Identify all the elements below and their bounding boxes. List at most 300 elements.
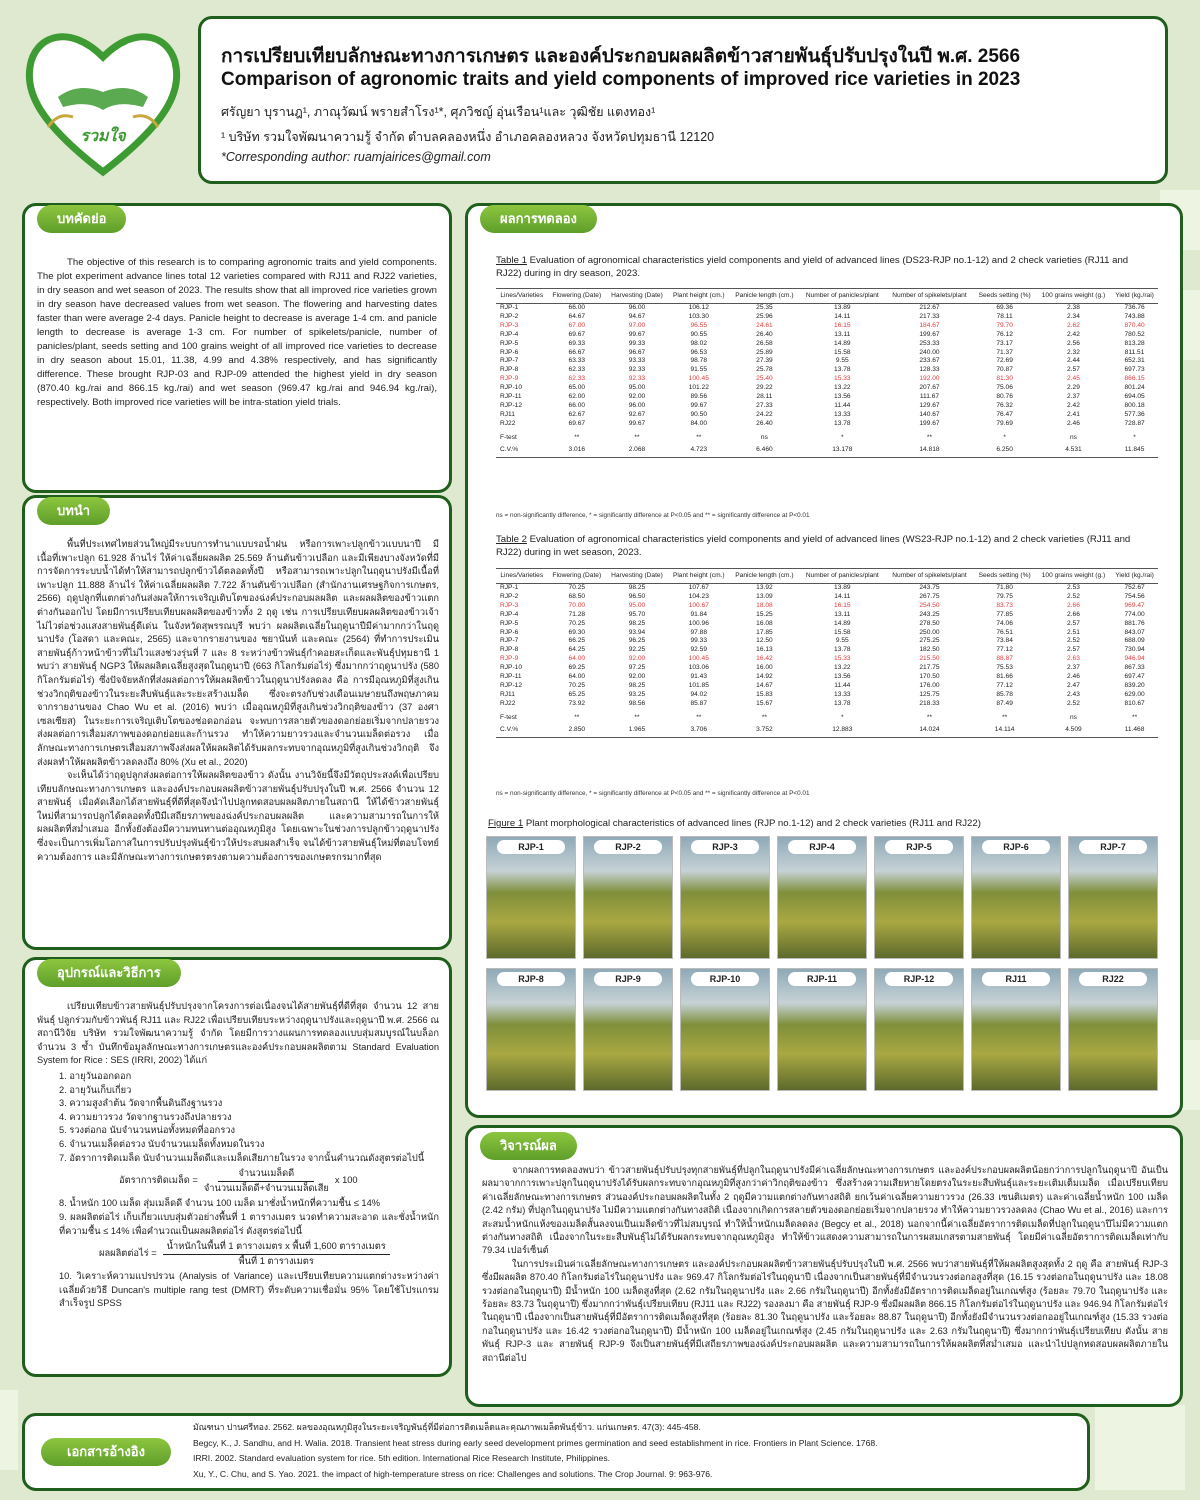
table-cell: RJP-12 [500, 401, 522, 409]
table-cell: 11.44 [834, 681, 851, 689]
table-cell: RJP-10 [500, 664, 522, 672]
table-cell: 17.85 [756, 628, 773, 636]
rice-plot-photo [777, 836, 867, 959]
table-cell: 14.92 [756, 673, 773, 681]
table-cell: 2.53 [1067, 584, 1080, 591]
table-cell: 2.32 [1067, 348, 1080, 356]
table-cell: 870.40 [1124, 321, 1145, 329]
table-row [496, 682, 1158, 691]
table-cell: RJP-4 [500, 610, 519, 618]
table-cell: 15.25 [756, 610, 773, 618]
column-header: Flowering (Date) [548, 569, 606, 584]
table-2 [496, 568, 1158, 738]
table-cell: RJP-3 [500, 601, 519, 609]
table-cell: 76.51 [996, 628, 1013, 636]
table-cell: 218.33 [919, 699, 940, 707]
rice-plot-photo [1068, 836, 1158, 959]
table-cell: C.V.% [496, 723, 548, 737]
table-1-note: ns = non-significantly difference, * = significantly difference at P<0.05 and ** = significantly difference at P<0.01 [496, 512, 810, 519]
photo-label: RJP-6 [982, 840, 1050, 854]
table-cell: 73.17 [996, 339, 1013, 347]
table-cell: ns [1069, 433, 1077, 441]
table-cell: 96.53 [690, 348, 708, 356]
table-cell: 92.33 [628, 366, 646, 374]
table-cell: 2.45 [1067, 375, 1080, 383]
table-cell: 14.89 [834, 619, 851, 627]
table-cell: 81.66 [996, 673, 1013, 681]
table-cell: 92.00 [628, 673, 646, 681]
table-cell: 946.94 [1124, 655, 1145, 663]
corresponding-author[interactable]: *Corresponding author: ruamjairices@gmail.com [221, 150, 491, 164]
table-cell: 96.67 [628, 348, 646, 356]
table-cell: 15.83 [756, 690, 773, 698]
table-cell: 99.67 [690, 401, 708, 409]
table-cell: 67.00 [568, 321, 586, 329]
table-cell: 176.00 [919, 681, 940, 689]
table-cell: 77.12 [996, 681, 1013, 689]
table-cell: 14.114 [974, 723, 1036, 737]
table-row [496, 593, 1158, 602]
table-cell: 85.78 [996, 690, 1013, 698]
table-cell: ** [696, 433, 702, 441]
table-cell: 90.50 [690, 410, 708, 418]
column-header: Seeds setting (%) [974, 289, 1036, 304]
table-cell: 16.08 [756, 619, 773, 627]
table-cell: 95.70 [628, 610, 646, 618]
table-cell: 100.96 [688, 619, 709, 627]
table-cell: 212.67 [919, 304, 940, 311]
table-cell: 9.55 [835, 357, 849, 365]
table-cell: RJP-6 [500, 348, 519, 356]
discussion-paragraph-1: จากผลการทดลองพบว่า ข้าวสายพันธุ์ปรับปรุงทุกสายพันธุ์ที่ปลูกในฤดูนาปรังมีค่าเฉลี่ยลักษณะทางการเกษตร และองค์ประกอบผลผลิตน้อยกว่าการปลูกในฤดูนาปี อันเป็นผลมาจากการเพาะปลูกในฤดูนาปรังได้รับผลกระทบจากอุณหภูมิที่สูงกว่าค่าวิกฤติของข้าว ซึ่งสร้างความเสียหายโดยตรงในระยะสืบพันธุ์และระยะเติมเต็มเมล็ด เมื่อเปรียบเทียบค่าเฉลี่ยลักษณะทางการเกษตร ส่วนองค์ประกอบผลผลิตในทั้ง 2 ฤดูมีความแตกต่างกันทางสถิติ ยกเว้นค่าเฉลี่ยความยาวรวง (26.33 เซนติเมตร) และค่าเฉลี่ยน้ำหนัก 100 เมล็ด (2.42 กรัม) ที่ปลูกในฤดูนาปรัง ไม่มีความแตกต่างกันทางสถิติ เนื่องจากเกิดการสลายตัวของดอกย่อยเริ่มจากปลายรวง ทำให้ความยาวรวงลดลง (Chao Wu et al., 2016) และการสะสมน้ำหนักแห้งของเมล็ดสั้นลงจนเป็นเมล็ดข้าวที่ไม่สมบูรณ์ ทำให้น้ำหนักเมล็ดลดลง (Begcy et al., 2018) นอกจากนี้ค่าเฉลี่ยอัตราการติดเมล็ดที่ปลูกในฤดูนาปีไม่มีความแตกต่างกันทางสถิติ เนื่องจากในระยะสืบพันธุ์ไม่ได้รับผลกระทบจากอุณหภูมิสูง ทำให้ข้าวแสดงความสามารถในการผสมเกสรตามสายพันธุ์ โดยมีค่าเฉลี่ยอัตราการติดเมล็ดเท่ากับ 79.34 เปอร์เซ็นต์ [482, 1165, 1168, 1256]
table-row [496, 611, 1158, 620]
table-cell: 752.67 [1124, 584, 1145, 591]
table-cell: RJP-6 [500, 628, 519, 636]
table-cell: ** [634, 433, 640, 441]
table-cell: 66.00 [568, 304, 586, 311]
table-cell: 26.40 [756, 419, 773, 427]
table-row [496, 420, 1158, 429]
table-cell: 77.85 [996, 610, 1013, 618]
table-cell: 92.00 [628, 393, 646, 401]
table-cell: 233.67 [919, 357, 940, 365]
table-cell: 76.12 [996, 330, 1013, 338]
table-cell: 101.85 [688, 681, 709, 689]
table-cell: RJP-4 [500, 330, 519, 338]
table-cell: 96.50 [628, 592, 646, 600]
table-cell: 697.47 [1124, 673, 1145, 681]
column-header: Yield (kg./rai) [1111, 569, 1158, 584]
table-cell: 2.34 [1067, 312, 1080, 320]
table-cell: 69.33 [568, 339, 586, 347]
table-cell: RJP-2 [500, 592, 519, 600]
photo-label: RJP-3 [691, 840, 759, 854]
table-row [496, 655, 1158, 664]
table-cell: 11.468 [1111, 723, 1158, 737]
column-header: Number of spikelets/plant [885, 289, 973, 304]
table-cell: 95.00 [628, 384, 646, 392]
list-item: มัณฑนา ปานศรีทอง. 2562. ผลของอุณหภูมิสูงในระยะเจริญพันธุ์ที่มีต่อการติดเมล็ดและคุณภาพเมล็ดพันธุ์ข้าว. แก่นเกษตร. 47(3): 445-458. [193, 1422, 701, 1432]
intro-paragraph-2: จะเห็นได้ว่าฤดูปลูกส่งผลต่อการให้ผลผลิตของข้าว ดังนั้น งานวิจัยนี้จึงมีวัตถุประสงค์เพื่อเปรียบเทียบลักษณะทางการเกษตร และองค์ประกอบผลผลิตข้าวสายพันธุ์ปรับปรุงในปี พ.ศ. 2566 จำนวน 12 สายพันธุ์ เมื่อคัดเลือกได้สายพันธุ์ที่ดีที่สุดจึงนำไปปลูกทดสอบผลผลิตภายในสถานี ให้ได้ข้าวสายพันธุ์ใหม่ที่สามารถปลูกได้ตลอดทั้งปีมีเสถียรภาพของฉ่งค์ประกอบผลผลิต และความสามารถในการให้ผลผลิตที่สม่ำเสมอ อีกทั้งยังต้องมีความทนทานต่ออุณหภูมิสูง โดยเฉพาะในช่วงการปลูกข้าวฤดูนาปรังซึ่งจะเป็นการเพิ่มโอกาสในการปรับปรุงพันธุ์ข้าวให้ประสบผลสำเร็จ จนได้ข้าวสายพันธุ์ใหม่ที่ตอบโจทย์ความต้องการ และมีลักษณะทางการเกษตรตรงตามความต้องการของเกษตรกรมากที่สุด [37, 770, 439, 862]
table-cell: 866.15 [1124, 375, 1145, 383]
table-row [496, 709, 1158, 723]
table-cell: 13.178 [799, 443, 885, 457]
rice-plot-photo [777, 968, 867, 1091]
table-cell: 91.84 [690, 610, 708, 618]
table-cell: 813.28 [1124, 339, 1145, 347]
table-cell: 98.78 [690, 357, 708, 365]
table-cell: 16.15 [834, 321, 851, 329]
table-cell: 4.723 [668, 443, 730, 457]
table-cell: 129.67 [919, 401, 940, 409]
table-cell: 14.818 [885, 443, 973, 457]
table-cell: 207.67 [919, 384, 940, 392]
table-cell: 2.56 [1067, 339, 1080, 347]
table-cell: 96.25 [628, 637, 646, 645]
table-cell: 3.752 [730, 723, 799, 737]
methods-heading: อุปกรณ์และวิธีการ [37, 959, 181, 987]
table-cell: 867.33 [1124, 664, 1145, 672]
table-row [496, 331, 1158, 340]
table-cell: 97.88 [690, 628, 708, 636]
table-cell: RJP-7 [500, 357, 519, 365]
table-cell: 754.56 [1124, 592, 1145, 600]
table-cell: 69.30 [568, 628, 586, 636]
table-cell: 77.12 [996, 646, 1013, 654]
table-cell: 99.67 [628, 330, 646, 338]
table-cell: 70.25 [568, 619, 586, 627]
table-cell: 66.00 [568, 401, 586, 409]
table-cell: 72.69 [996, 357, 1013, 365]
table-cell: ** [926, 433, 933, 441]
table-row [496, 375, 1158, 384]
table-cell: 96.00 [628, 401, 646, 409]
table-cell: 103.06 [688, 664, 709, 672]
table-cell: 74.06 [996, 619, 1013, 627]
table-cell: 27.33 [756, 401, 773, 409]
table-cell: 217.75 [919, 664, 940, 672]
table-cell: RJP-1 [500, 304, 519, 311]
list-item: 7. อัตราการติดเมล็ด นับจำนวนเมล็ดดีและเมล็ดเสียภายในรวง จากนั้นคำนวณดังสูตรต่อไปนี้ [59, 1152, 425, 1163]
table-cell: 70.25 [568, 681, 586, 689]
rice-plot-photo [874, 836, 964, 959]
table-cell: 2.41 [1067, 410, 1080, 418]
column-header: Lines/Varieties [496, 289, 548, 304]
table-cell: 125.75 [919, 690, 940, 698]
table-cell: 2.52 [1067, 699, 1080, 707]
table-cell: 13.89 [834, 304, 851, 311]
table-cell: 13.56 [834, 393, 851, 401]
logo-text: รวมใจ [80, 128, 126, 145]
table-cell: ** [761, 713, 767, 721]
rice-plot-photo [583, 836, 673, 959]
table-cell: 728.87 [1124, 419, 1145, 427]
rice-plot-photo [971, 836, 1061, 959]
photo-label: RJP-12 [885, 972, 953, 986]
table-cell: 2.66 [1067, 601, 1080, 609]
table-cell: 688.09 [1124, 637, 1145, 645]
photo-label: RJP-1 [497, 840, 565, 854]
list-item: 4. ความยาวรวง วัดจากฐานรวงถึงปลายรวง [59, 1111, 232, 1122]
table-cell: 12.50 [756, 637, 773, 645]
list-item: 1. อายุวันออกดอก [59, 1070, 132, 1081]
table-cell: 15.67 [756, 699, 773, 707]
table-cell: 170.50 [919, 673, 940, 681]
photo-label: RJ22 [1079, 972, 1147, 986]
table-cell: 99.33 [628, 339, 646, 347]
table-cell: 652.31 [1124, 357, 1145, 365]
table-cell: ** [1002, 713, 1008, 721]
table-row [496, 357, 1158, 366]
title-english: Comparison of agronomic traits and yield components of improved rice varieties in 2023 [221, 69, 1021, 90]
table-cell: 13.92 [756, 584, 773, 591]
table-row [496, 584, 1158, 593]
table-cell: 64.25 [568, 646, 586, 654]
table-cell: 90.55 [690, 330, 708, 338]
table-cell: 13.11 [834, 610, 851, 618]
table-cell: 66.25 [568, 637, 586, 645]
table-cell: 100.67 [688, 601, 709, 609]
methods-body [37, 1000, 439, 1311]
column-header: 100 grains weight (g.) [1036, 569, 1111, 584]
list-item: 3. ความสูงลำต้น วัดจากพื้นดินถึงฐานรวง [59, 1098, 223, 1109]
table-cell: 64.67 [568, 312, 586, 320]
table-cell: 694.05 [1124, 393, 1145, 401]
table-cell: 730.94 [1124, 646, 1145, 654]
table-cell: 98.02 [690, 339, 708, 347]
table-cell: 75.06 [996, 384, 1013, 392]
table-cell: 100.45 [688, 375, 709, 383]
table-cell: 2.37 [1067, 393, 1080, 401]
table-cell: 106.12 [688, 304, 709, 311]
table-cell: 13.78 [834, 699, 851, 707]
column-header: Flowering (Date) [548, 289, 606, 304]
table-cell: 881.76 [1124, 619, 1145, 627]
intro-panel [22, 495, 452, 950]
table-cell: 2.42 [1067, 401, 1080, 409]
intro-heading: บทนำ [37, 497, 110, 525]
table-1-caption: Table 1 Evaluation of agronomical characteristics yield components and yield of advanced lines (DS23-RJP no.1-12) and 2 check varieties (RJ11 and RJ22) during in dry season, 2023. [496, 255, 1129, 279]
results-heading: ผลการทดลอง [480, 205, 597, 233]
table-row [496, 304, 1158, 313]
table-cell: 14.11 [834, 312, 851, 320]
table-cell: 76.32 [996, 401, 1013, 409]
formula-yield: ผลผลิตต่อไร่ = น้ำหนักในพื้นที่ 1 ตารางเมตร x พื้นที่ 1,600 ตารางเมตร พื้นที่ 1 ตารางเมตร [99, 1240, 439, 1268]
table-cell: 78.11 [996, 312, 1013, 320]
table-cell: RJ22 [500, 419, 516, 427]
table-row [496, 429, 1158, 443]
table-cell: 64.00 [568, 655, 586, 663]
table-cell: 98.25 [628, 584, 646, 591]
table-cell: 62.33 [568, 366, 586, 374]
table-cell: 15.33 [834, 375, 851, 383]
list-item: IRRI. 2002. Standard evaluation system for rice. 5th edition. International Rice Research Institute, Philippines. [193, 1453, 611, 1463]
table-cell: 2.57 [1067, 366, 1080, 374]
table-cell: 97.25 [628, 664, 646, 672]
rice-plot-photo [680, 968, 770, 1091]
table-row [496, 646, 1158, 655]
table-cell: 64.00 [568, 673, 586, 681]
table-cell: 99.33 [690, 637, 708, 645]
table-cell: 70.25 [568, 584, 586, 591]
intro-body [37, 538, 439, 864]
table-cell: 800.18 [1124, 401, 1145, 409]
table-row [496, 443, 1158, 457]
table-cell: 29.22 [756, 384, 773, 392]
table-cell: 62.33 [568, 375, 586, 383]
table-cell: 104.23 [688, 592, 709, 600]
table-cell: 4.531 [1036, 443, 1111, 457]
table-cell: 71.80 [996, 584, 1013, 591]
table-cell: 697.73 [1124, 366, 1145, 374]
table-row [496, 393, 1158, 402]
table-cell: 240.00 [919, 348, 940, 356]
table-cell: 13.09 [756, 592, 773, 600]
table-cell: RJP-11 [500, 393, 522, 401]
table-row [496, 700, 1158, 709]
intro-paragraph-1: พื้นที่ประเทศไทยส่วนใหญ่มีระบบการทำนาแบบรอน้ำฝน หรือการเพาะปลูกข้าวแบบนาปี มีเนื้อที่เพาะปลูก 61.928 ล้านไร่ ให้ค่าเฉลี่ยผลผลิต 25.569 ล้านตันข้าวเปลือก และมีเพียงบางจังหวัดที่มีการจัดการระบบน้ำได้ทำให้สามารถปลูกข้าวได้ตลอดทั้งปี หรือสามารถเพาะปลูกในฤดูนาปรังมีเนื้อที่เพาะปลูก 11.888 ล้านไร่ ให้ค่าเฉลี่ยผลผลิต 7.722 ล้านตันข้าวเปลือก (สำนักงานเศรษฐกิจการเกษตร, 2566) ฤดูปลูกที่แตกต่างกันส่งผลให้การเจริญเติบโตของฉ่งค์ประกอบผลผลิต และผลผลิตของข้าวแตกต่างกันออกไป โดยมีการเปรียบเทียบผลผลิตของข้าวทั้ง 2 ฤดู เช่น การเปรียบเทียบผลผลิตของข้าวเจ้าไม่ไวต่อช่วงแสงสายพันธุ์ดีเด่น ในจังหวัดสุพรรณบุรี พบว่า ผลผลิตเฉลี่ยในฤดูนาปีมีค่ามากกว่าในฤดูนาปรัง (โอสดา และคณะ, 2565) และจากรายงานของ ชยานันท์ และคณะ (2564) ที่ทำการประเมินสายพันธุ์ก้าวหน้าข้าวที่ไม่ไวแสงช่วงรุ่นที่ 7 และ 8 ระหว่างข้าวพันธุ์กำคอยสะเก็ดและพันธุ์ปทุมธานี 1 พบว่า สายพันธุ์ NGP3 ให้ผลผลิตเฉลี่ยสูงสุดในฤดูนาปี (663 กิโลกรัมต่อไร่) ซึ่งมากกว่าฤดูนาปรัง (580 กิโลกรัมต่อไร่) ซึ่งปัจจัยหลักที่ส่งผลต่อการให้ผลผลิตข้าวในฤดูนาปรังลดลง คือ การมีอุณหภูมิที่สูงเกินช่วงวิกฤติของข้าวในระยะสืบพันธุ์และระยะสร้างเมล็ด ซึ่งจะตรงกับช่วงเดือนเมษายนถึงพฤษภาคม จากรายงานของ Chao Wu et al. (2016) พบว่า เมื่ออุณหภูมิที่สูงเกินช่วงวิกฤติของข้าว (37 องศาเซลเซียส) ในระยะการเจริญเติบโตของช่อดอกอ่อน จะพบการสลายตัวของดอกย่อยเริ่มจากปลายรวง ส่งผลต่อการเสื่อมสภาพของดอกย่อยและก้านรวง ทำให้ความยาวรวงและจำนวนเมล็ดต่อรวง เมื่อลักษณะทางการเกษตรเสื่อมสภาพจึงส่งผลให้ผลผลิตได้รับผลกระทบจากอุณหภูมิที่สูงเกินช่วงวิกฤติ จึงส่งผลทำให้ผลผลิตข้าวลดลงถึง 80% (Xu et al., 2020) [37, 539, 439, 767]
table-row [496, 411, 1158, 420]
table-cell: 811.51 [1124, 348, 1145, 356]
photo-label: RJP-11 [788, 972, 856, 986]
table-row [496, 340, 1158, 349]
table-cell: 111.67 [919, 393, 940, 401]
table-cell: 14.11 [834, 592, 851, 600]
table-cell: 91.55 [690, 366, 708, 374]
table-cell: 128.33 [919, 366, 940, 374]
table-cell: 95.00 [628, 601, 646, 609]
table-cell: 66.67 [568, 348, 586, 356]
table-cell: 6.460 [730, 443, 799, 457]
table-row [496, 620, 1158, 629]
table-cell: 2.57 [1067, 646, 1080, 654]
table-cell: 2.51 [1067, 628, 1080, 636]
table-cell: 73.92 [568, 699, 586, 707]
table-cell: 15.58 [834, 348, 851, 356]
table-cell: ** [696, 713, 702, 721]
table-cell: 16.42 [756, 655, 773, 663]
table-cell: 780.52 [1124, 330, 1145, 338]
photo-label: RJP-9 [594, 972, 662, 986]
references-panel [22, 1413, 1090, 1491]
table-cell: 16.13 [756, 646, 773, 654]
table-row [496, 384, 1158, 393]
table-cell: RJP-3 [500, 321, 519, 329]
table-cell: 25.40 [756, 375, 773, 383]
table-cell: 107.67 [688, 584, 709, 591]
rice-plot-photo [680, 836, 770, 959]
list-item: 2. อายุวันเก็บเกี่ยว [59, 1084, 132, 1095]
table-cell: 80.76 [996, 393, 1013, 401]
table-row [496, 664, 1158, 673]
table-1 [496, 288, 1158, 458]
table-cell: 79.75 [996, 592, 1013, 600]
table-cell: 13.89 [834, 584, 851, 591]
table-cell: 13.33 [834, 410, 851, 418]
table-cell: RJ11 [500, 410, 515, 418]
abstract-heading: บทคัดย่อ [37, 205, 126, 233]
table-cell: 76.47 [996, 410, 1013, 418]
table-cell: RJ22 [500, 699, 516, 707]
table-cell: ** [574, 713, 580, 721]
table-cell: 2.46 [1067, 419, 1080, 427]
table-cell: 9.55 [835, 637, 849, 645]
references-heading: เอกสารอ้างอิง [41, 1438, 171, 1466]
table-cell: 2.44 [1067, 357, 1080, 365]
results-panel [465, 203, 1183, 1118]
column-header: Number of spikelets/plant [885, 569, 973, 584]
photo-label: RJP-5 [885, 840, 953, 854]
methods-panel [22, 957, 452, 1377]
table-cell: * [841, 713, 844, 721]
table-cell: 192.00 [919, 375, 940, 383]
table-cell: 81.30 [996, 375, 1013, 383]
table-cell: * [1133, 433, 1136, 441]
table-cell: 68.50 [568, 592, 586, 600]
table-row [496, 602, 1158, 611]
table-cell: 267.75 [919, 592, 940, 600]
table-cell: 2.62 [1067, 321, 1080, 329]
abstract-panel [22, 203, 452, 493]
table-cell: 26.58 [756, 339, 773, 347]
rice-plot-photo [486, 968, 576, 1091]
list-item: 10. วิเคราะห์ความแปรปรวน (Analysis of Variance) และเปรียบเทียบความแตกต่างระหว่างค่าเฉลี่ยด้วยวิธี Duncan's multiple rang test (DMRT) ที่ระดับความเชื่อมั่น 95% โดยใช้โปรแกรมสำเร็จรูป SPSS [59, 1271, 439, 1309]
table-cell: 24.22 [756, 410, 773, 418]
table-cell: 243.25 [919, 610, 940, 618]
column-header: Seeds setting (%) [974, 569, 1036, 584]
rice-plot-photo [583, 968, 673, 1091]
table-cell: 65.25 [568, 690, 586, 698]
photo-label: RJP-2 [594, 840, 662, 854]
table-cell: ** [926, 713, 933, 721]
table-cell: 2.66 [1067, 610, 1080, 618]
column-header: Panicle length (cm.) [730, 289, 799, 304]
table-row [496, 637, 1158, 646]
table-cell: RJP-5 [500, 339, 519, 347]
figure-1-caption: Figure 1 Plant morphological characteristics of advanced lines (RJP no.1-12) and 2 check varieties (RJ11 and RJ22) [488, 818, 981, 829]
table-cell: 278.50 [919, 619, 940, 627]
table-cell: 99.67 [628, 419, 646, 427]
table-cell: 101.22 [688, 384, 709, 392]
column-header: Plant height (cm.) [668, 289, 730, 304]
table-cell: 87.49 [996, 699, 1013, 707]
table-cell: 103.30 [688, 312, 709, 320]
column-header: Harvesting (Date) [606, 569, 668, 584]
table-cell: 70.87 [996, 366, 1013, 374]
table-cell: 25.89 [756, 348, 773, 356]
table-cell: 2.57 [1067, 619, 1080, 627]
table-cell: 84.00 [690, 419, 708, 427]
table-cell: 14.67 [756, 681, 773, 689]
table-cell: 13.78 [834, 419, 851, 427]
table-cell: 140.67 [919, 410, 940, 418]
table-cell: 100.45 [688, 655, 709, 663]
table-cell: 253.33 [919, 339, 940, 347]
table-cell: RJP-9 [500, 375, 519, 383]
table-cell: 14.89 [834, 339, 851, 347]
table-cell: 89.56 [690, 393, 708, 401]
table-cell: C.V.% [496, 443, 548, 457]
table-cell: 79.70 [996, 321, 1013, 329]
table-cell: 83.73 [996, 601, 1013, 609]
list-item: Xu, Y., C. Chu, and S. Yao. 2021. the impact of high-temperature stress on rice: Challenges and solutions. The Crop Journal. 9: 963-976. [193, 1468, 713, 1479]
table-cell: 79.69 [996, 419, 1013, 427]
table-cell: 98.25 [628, 681, 646, 689]
list-item: 5. รวงต่อกอ นับจำนวนหน่อทั้งหมดที่ออกรวง [59, 1125, 236, 1136]
table-cell: 88.87 [996, 655, 1013, 663]
table-cell: 96.00 [628, 304, 646, 311]
table-cell: 6.250 [974, 443, 1036, 457]
